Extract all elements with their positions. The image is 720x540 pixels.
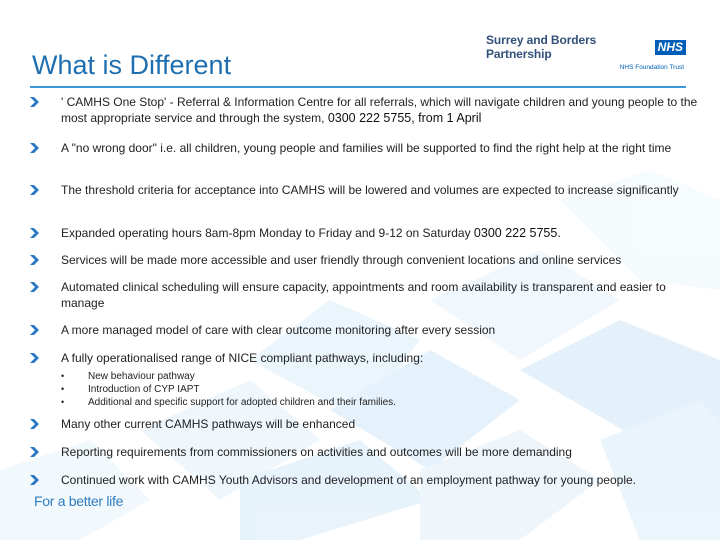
sub-list-item bbox=[61, 383, 700, 396]
bullet-text: A more managed model of care with clear outcome monitoring after every session bbox=[61, 323, 496, 337]
bullet-text: Automated clinical scheduling will ensure capacity, appointments and room availability is transparent and easier to manage bbox=[61, 280, 666, 310]
chevron-right-icon bbox=[30, 97, 39, 107]
chevron-right-icon bbox=[30, 325, 39, 335]
bullet-dot-icon: • bbox=[61, 371, 65, 381]
bullet-item bbox=[30, 225, 700, 241]
bullet-text: Services will be made more accessible and user friendly through convenient locations and online services bbox=[61, 253, 622, 267]
organisation-name: Surrey and Borders Partnership bbox=[486, 33, 597, 61]
organisation-logo bbox=[486, 33, 686, 71]
bullet-item bbox=[30, 472, 700, 488]
chevron-right-icon bbox=[30, 447, 39, 457]
bullet-item bbox=[30, 416, 700, 432]
bullet-item bbox=[30, 322, 700, 338]
chevron-right-icon bbox=[30, 419, 39, 429]
bullet-text: A fully operationalised range of NICE compliant pathways, including: bbox=[61, 351, 424, 365]
organisation-subtitle: NHS Foundation Trust bbox=[619, 64, 684, 71]
chevron-right-icon bbox=[30, 255, 39, 265]
bullet-item bbox=[30, 279, 700, 311]
phone-number: 0300 222 5755, from 1 April bbox=[327, 111, 482, 125]
sub-item-text: Introduction of CYP IAPT bbox=[88, 384, 200, 395]
bullet-item bbox=[30, 94, 700, 126]
bullet-dot-icon: • bbox=[61, 397, 65, 407]
bullet-text: A "no wrong door" i.e. all children, young people and families will be supported to find the right help at the right time bbox=[61, 141, 672, 155]
bullet-dot-icon: • bbox=[61, 384, 65, 394]
chevron-right-icon bbox=[30, 228, 39, 238]
bullet-text: Expanded operating hours 8am-8pm Monday to Friday and 9-12 on Saturday bbox=[61, 226, 474, 240]
chevron-right-icon bbox=[30, 475, 39, 485]
slide-title: What is Different bbox=[32, 50, 232, 80]
bullet-item bbox=[30, 350, 700, 409]
bullet-item bbox=[30, 444, 700, 460]
chevron-right-icon bbox=[30, 185, 39, 195]
sub-item-text: New behaviour pathway bbox=[88, 371, 195, 382]
bullet-text: ' CAMHS One Stop' - Referral & Information Centre for all referrals, which will navigate children and young people to the most appropriate service and through the system, bbox=[61, 95, 698, 125]
bullet-text: Reporting requirements from commissioners on activities and outcomes will be more demanding bbox=[61, 445, 572, 459]
bullet-item bbox=[30, 140, 700, 156]
bullet-text: The threshold criteria for acceptance into CAMHS will be lowered and volumes are expected to increase significantly bbox=[61, 183, 679, 197]
bullet-item bbox=[30, 182, 700, 198]
bullet-text: Many other current CAMHS pathways will be enhanced bbox=[61, 417, 356, 431]
chevron-right-icon bbox=[30, 282, 39, 292]
chevron-right-icon bbox=[30, 143, 39, 153]
tagline: For a better life bbox=[34, 493, 124, 509]
chevron-right-icon bbox=[30, 353, 39, 363]
sub-list-item bbox=[61, 396, 700, 409]
sub-list bbox=[61, 370, 700, 409]
sub-item-text: Additional and specific support for adopted children and their families. bbox=[88, 397, 396, 408]
bullet-text: Continued work with CAMHS Youth Advisors and development of an employment pathway for young people. bbox=[61, 473, 637, 487]
nhs-badge: NHS bbox=[655, 40, 686, 55]
title-divider bbox=[30, 86, 686, 88]
phone-number: 0300 222 5755. bbox=[473, 226, 561, 240]
bullet-item bbox=[30, 252, 700, 268]
sub-list-item bbox=[61, 370, 700, 383]
